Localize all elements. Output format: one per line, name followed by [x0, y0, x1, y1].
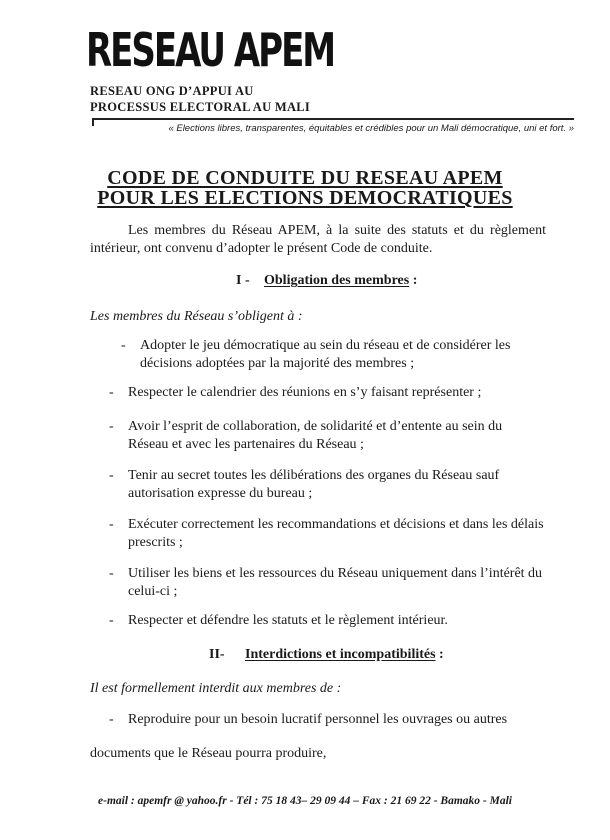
list-item-text: Adopter le jeu démocratique au sein du réseau et de considérer les décisions adoptées par la majorité des membres ; — [140, 338, 511, 371]
org-name-line2: PROCESSUS ELECTORAL AU MALI — [90, 100, 311, 114]
document-title-line2: POUR LES ELECTIONS DEMOCRATIQUES — [97, 187, 513, 209]
section-number: II- — [209, 647, 225, 662]
logo-text: RESEAU APEM — [86, 24, 335, 78]
footer-contact: e-mail : apemfr @ yahoo.fr - Tél : 75 18 43– 29 09 44 – Fax : 21 69 22 - Bamako - Mali — [98, 795, 512, 807]
list-dash: - — [109, 566, 114, 581]
section-lead: Les membres du Réseau s’obligent à : — [90, 309, 303, 324]
section-lead: Il est formellement interdit aux membres de : — [90, 681, 342, 696]
intro-paragraph: Les membres du Réseau APEM, à la suite des statuts et du règlement intérieur, ont convenu d’adopter le présent Code de conduite. — [90, 223, 546, 256]
list-dash: - — [109, 712, 114, 727]
list-item-text: Respecter le calendrier des réunions en s’y faisant représenter ; — [128, 385, 482, 400]
list-dash: - — [109, 385, 114, 400]
list-item-text: Utiliser les biens et les ressources du Réseau uniquement dans l’intérêt du celui-ci ; — [128, 566, 543, 599]
list-item-text: Avoir l’esprit de collaboration, de solidarité et d’entente au sein du Réseau et avec les partenaires du Réseau ; — [128, 419, 503, 452]
org-name-line1: RESEAU ONG D’APPUI AU — [90, 84, 254, 98]
header-rule — [92, 118, 574, 120]
list-item-continuation: documents que le Réseau pourra produire, — [90, 746, 327, 761]
logo — [86, 24, 335, 78]
motto: « Elections libres, transparentes, équitables et crédibles pour un Mali démocratique, uni et fort. » — [168, 123, 574, 134]
list-item-text: Exécuter correctement les recommandations et décisions et dans les délais prescrits ; — [128, 517, 544, 550]
section-title: Obligation des membres — [264, 273, 410, 288]
list-item-text: Tenir au secret toutes les délibérations des organes du Réseau sauf autorisation expresse du bureau ; — [128, 468, 500, 501]
list-item-text: Reproduire pour un besoin lucratif personnel les ouvrages ou autres — [128, 712, 508, 727]
list-dash: - — [109, 613, 114, 628]
list-dash: - — [109, 517, 114, 532]
list-dash: - — [121, 338, 126, 353]
section-title: Interdictions et incompatibilités — [245, 647, 436, 662]
section-heading-interdictions: II- Interdictions et incompatibilités : — [209, 647, 444, 662]
section-number: I - — [236, 273, 250, 288]
list-dash: - — [109, 468, 114, 483]
list-item-text: Respecter et défendre les statuts et le règlement intérieur. — [128, 613, 448, 628]
document-title-line1: CODE DE CONDUITE DU RESEAU APEM — [107, 167, 503, 189]
list-dash: - — [109, 419, 114, 434]
section-heading-obligations: I - Obligation des membres : — [236, 273, 418, 288]
